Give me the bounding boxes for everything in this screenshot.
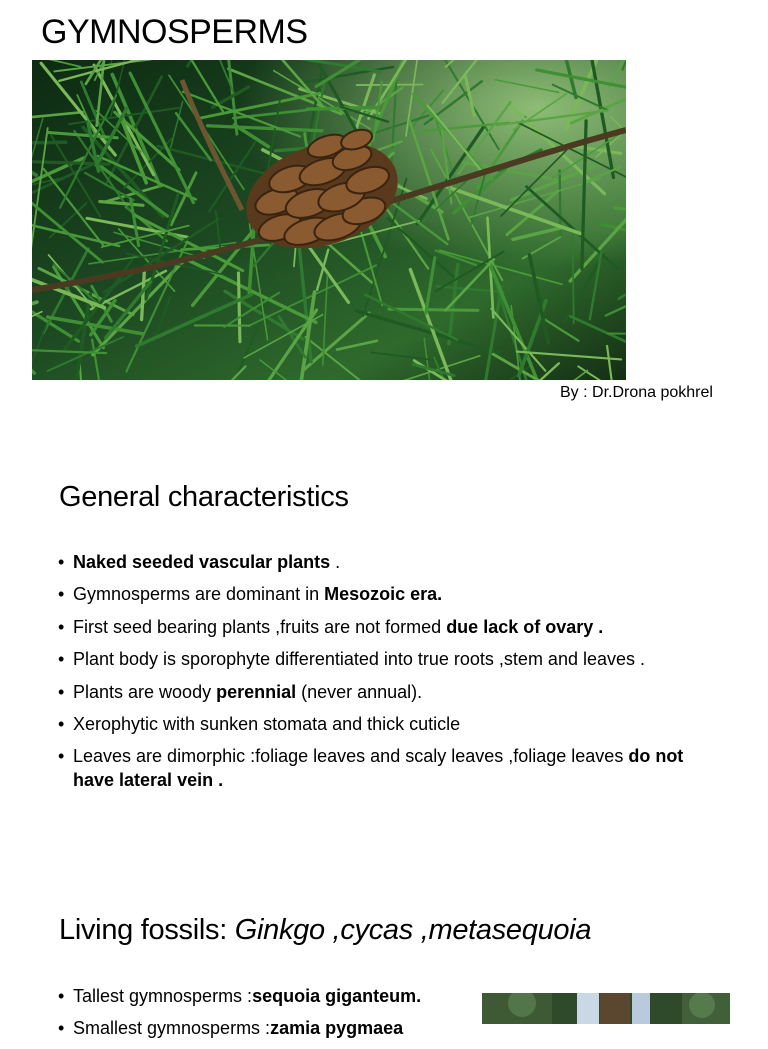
list-item: • Tallest gymnosperms :sequoia giganteum.: [56, 984, 473, 1008]
list-item: • First seed bearing plants ,fruits are not formed due lack of ovary .: [56, 615, 706, 639]
list-item: • Smallest gymnosperms :zamia pygmaea: [56, 1016, 473, 1040]
list-item: • Gymnosperms are dominant in Mesozoic era.: [56, 582, 706, 606]
section-heading-general-characteristics: General characteristics: [59, 478, 349, 516]
list-item: • Naked seeded vascular plants .: [56, 550, 706, 574]
list-item: • Xerophytic with sunken stomata and thick cuticle: [56, 712, 706, 736]
page-title: GYMNOSPERMS: [41, 10, 308, 54]
sequoia-tree-photo: [482, 993, 730, 1024]
pine-cone-photo: [32, 60, 626, 380]
characteristics-list: [56, 550, 706, 801]
section-heading-living-fossils: Living fossils: Ginkgo ,cycas ,metasequoia: [59, 911, 591, 949]
author-byline: By : Dr.Drona pokhrel: [560, 383, 713, 403]
list-item: • Leaves are dimorphic :foliage leaves and scaly leaves ,foliage leaves do not have lateral vein .: [56, 744, 706, 792]
list-item: • Plants are woody perennial (never annual).: [56, 680, 706, 704]
list-item: • Plant body is sporophyte differentiated into true roots ,stem and leaves .: [56, 647, 706, 671]
